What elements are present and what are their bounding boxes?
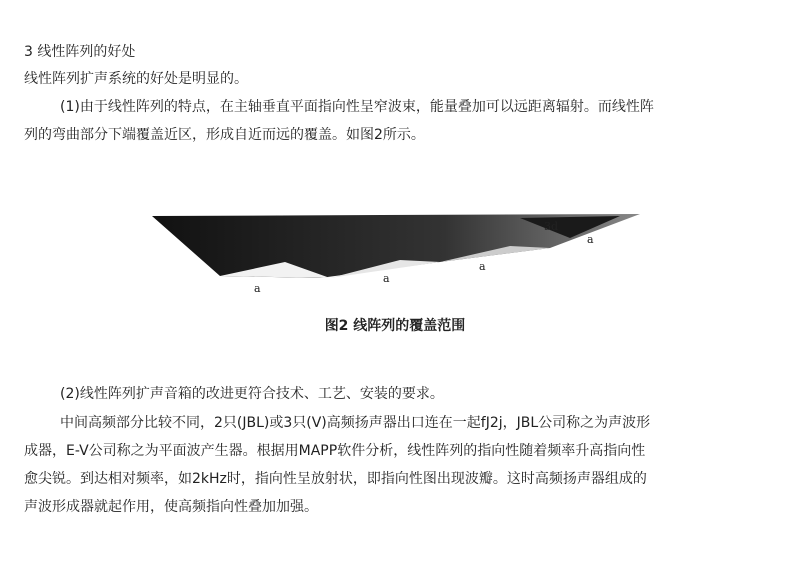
figure-label-3d: 3d [544, 220, 559, 233]
section-heading: 3 线性阵列的好处 [24, 44, 136, 60]
figure-label-a3: a [479, 260, 486, 273]
para1-line2: 列的弯曲部分下端覆盖近区，形成自近而远的覆盖。如图2所示。 [24, 127, 425, 143]
para1-line1: (1)由于线性阵列的特点，在主轴垂直平面指向性呈窄波束，能量叠加可以远距离辐射。而线性阵 [60, 99, 654, 115]
para2-text: (2)线性阵列扩声音箱的改进更符合技术、工艺、安装的要求。 [60, 386, 444, 402]
coverage-figure [150, 208, 650, 296]
figure-label-a4: a [587, 233, 594, 246]
intro-text: 线性阵列扩声系统的好处是明显的。 [24, 71, 248, 87]
para3-line4: 声波形成器就起作用，使高频指向性叠加加强。 [24, 499, 318, 515]
figure-caption: 图2 线阵列的覆盖范围 [324, 318, 466, 334]
figure-label-a2: a [383, 272, 390, 285]
para3-line3: 愈尖锐。到达相对频率，如2kHz时，指向性呈放射状，即指向性图出现波瓣。这时高频扬声器组成的 [24, 471, 647, 487]
para3-line1: 中间高频部分比较不同，2只(JBL)或3只(V)高频扬声器出口连在一起fJ2j，JBL公司称之为声波形 [60, 415, 651, 431]
para3-line2: 成器，E-V公司称之为平面波产生器。根据用MAPP软件分析，线性阵列的指向性随着频率升高指向性 [24, 443, 646, 459]
figure-label-a1: a [254, 282, 261, 295]
